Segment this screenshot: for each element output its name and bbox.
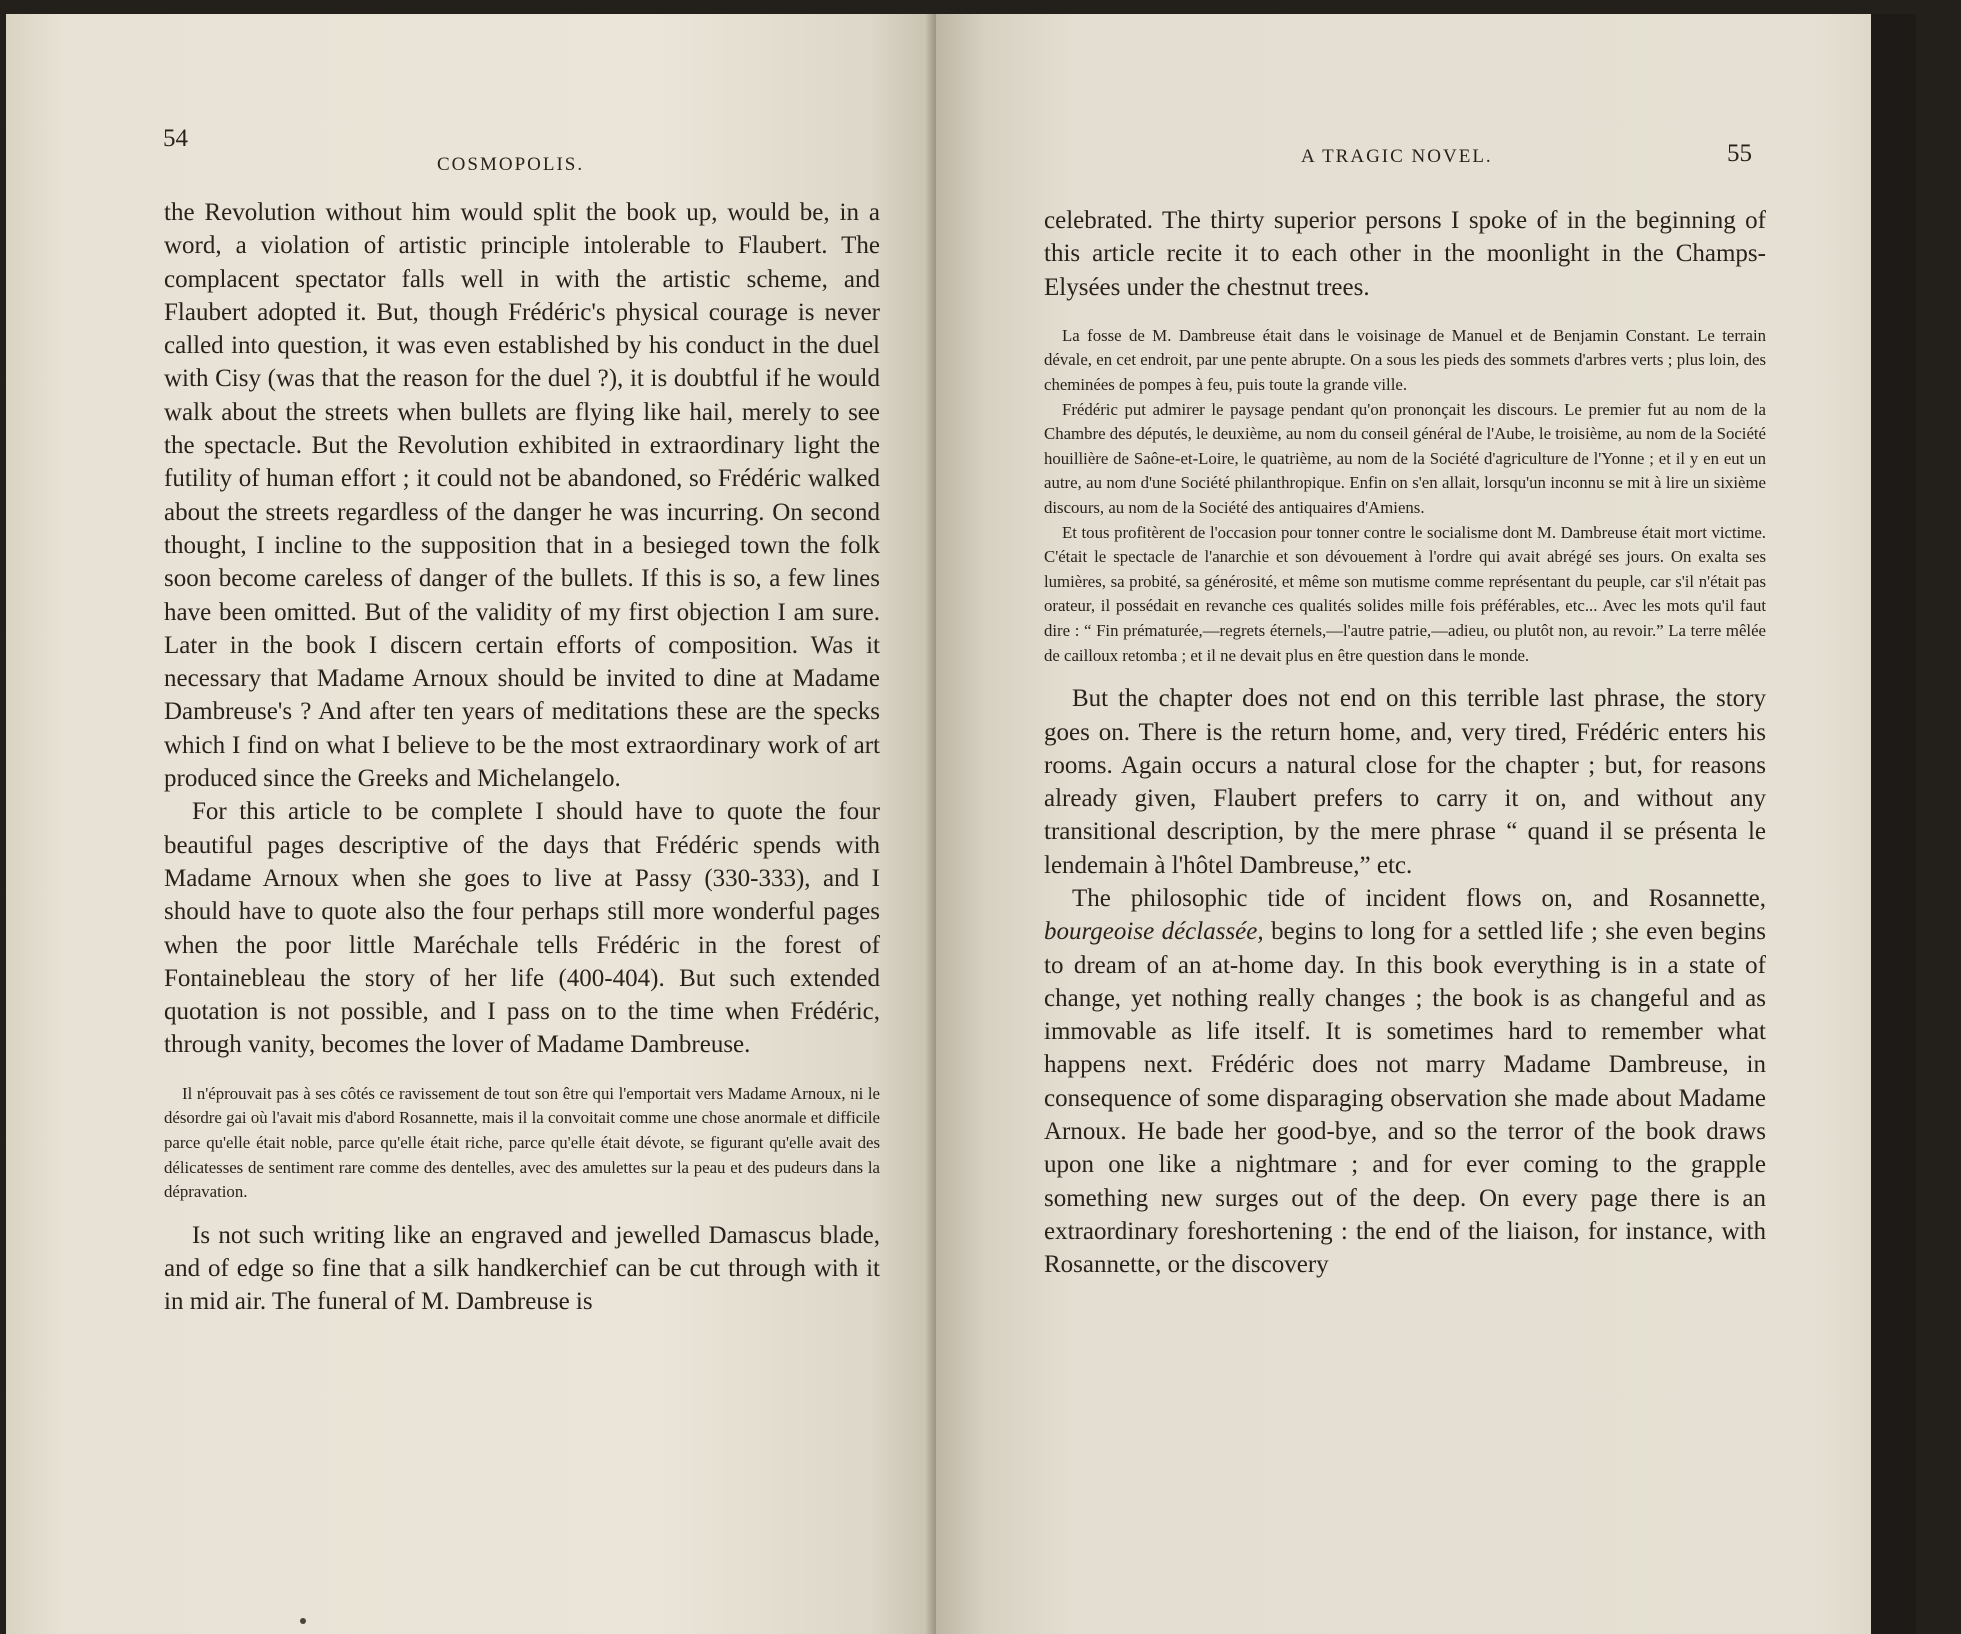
body-paragraph: celebrated. The thirty superior persons I spoke of in the beginning of this article recite it to each other in the moonlight in the Champs-Elysées under the chestnut trees. bbox=[1044, 207, 1766, 301]
block-quote bbox=[164, 1082, 880, 1205]
text-run: The philosophic tide of incident flows on, and Rosannette, bbox=[1072, 884, 1766, 912]
quote-paragraph: Il n'éprouvait pas à ses côtés ce ravissement de tout son être qui l'emportait vers Madame Arnoux, ni le désordre gai où l'avait mis d'abord Rosannette, mais il la convoitait comme une chose anormale et difficile parce qu'elle était noble, parce qu'elle était riche, parce qu'elle était dévote, se figurant qu'elle avait des délicatesses de sentiment rare comme des dentelles, avec des amulettes sur la peau et des pudeurs dans la dépravation. bbox=[164, 1083, 880, 1202]
page-number: 54 bbox=[163, 125, 188, 152]
page-number: 55 bbox=[1727, 140, 1752, 167]
quote-paragraph: Et tous profitèrent de l'occasion pour tonner contre le socialisme dont M. Dambreuse était mort victime. C'était le spectacle de l'anarchie et son dévouement à l'ordre qui avait abrégé ses jours. On exalta ses lumières, sa probité, sa générosité, et même son mutisme comme représentant du peuple, car s'il n'était pas orateur, il possédait en revanche ces qualités solides mille fois préférables, etc... Avec les mots qu'il faut dire : “ Fin prématurée,—regrets éternels,—l'autre patrie,—adieu, ou plutôt non, au revoir.” La terre mêlée de cailloux retomba ; et il ne devait plus en être question dans le monde. bbox=[1044, 522, 1766, 665]
page-body bbox=[164, 196, 880, 1319]
quote-paragraph: Frédéric put admirer le paysage pendant qu'on prononçait les discours. Le premier fut au nom de la Chambre des députés, le deuxième, au nom du conseil général de l'Aube, le troisième, au nom de la Société houillière de Saône-et-Loire, le quatrième, au nom de la Société d'agriculture de l'Yonne ; et il y en eut un autre, au nom d'une Société philanthropique. Enfin on s'en allait, lorsqu'un inconnu se mit à lire un sixième discours, au nom de la Société des antiquaires d'Amiens. bbox=[1044, 399, 1766, 518]
italic-phrase: bourgeoise déclassée, bbox=[1044, 918, 1264, 946]
page-edge bbox=[1871, 14, 1916, 1634]
block-quote bbox=[1044, 324, 1766, 668]
body-paragraph: But the chapter does not end on this terrible last phrase, the story goes on. There is the return home, and, very tired, Frédéric enters his rooms. Again occurs a natural close for the chapter ; but, for reasons already given, Flaubert prefers to carry it on, and without any transitional description, by the mere phrase “ quand il se présenta le lendemain à l'hôtel Dambreuse,” etc. bbox=[1044, 685, 1766, 879]
page-body bbox=[1044, 204, 1766, 1282]
body-paragraph: For this article to be complete I should have to quote the four beautiful pages descriptive of the days that Frédéric spends with Madame Arnoux when she goes to live at Passy (330-333), and I should have to quote also the four perhaps still more wonderful pages when the poor little Maréchale tells Frédéric in the forest of Fontainebleau the story of her life (400-404). But such extended quotation is not possible, and I pass on to the time when Frédéric, through vanity, becomes the lover of Madame Dambreuse. bbox=[164, 798, 880, 1059]
ink-spot bbox=[300, 1618, 306, 1624]
right-page bbox=[936, 14, 1916, 1634]
body-paragraph bbox=[1044, 882, 1766, 1282]
left-page bbox=[6, 14, 936, 1634]
running-head: A TRAGIC NOVEL. bbox=[1301, 146, 1493, 167]
text-run: begins to long for a settled life ; she even begins to dream of an at-home day. In this book everything is in a state of change, yet nothing really changes ; the book is as changeful and as immovable as life itself. It is sometimes hard to remember what happens next. Frédéric does not marry Madame Dambreuse, in consequence of some disparaging observation she made about Madame Arnoux. He bade her good-bye, and so the terror of the book draws upon one like a nightmare ; and for ever coming to the grapple something new surges out of the deep. On every page there is an extraordinary foreshortening : the end of the liaison, for instance, with Rosannette, or the discovery bbox=[1044, 918, 1766, 1279]
quote-paragraph: La fosse de M. Dambreuse était dans le voisinage de Manuel et de Benjamin Constant. Le terrain dévale, en cet endroit, par une pente abrupte. On a sous les pieds des sommets d'arbres verts ; plus loin, des cheminées de pompes à feu, puis toute la grande ville. bbox=[1044, 325, 1766, 395]
running-head: COSMOPOLIS. bbox=[437, 154, 585, 175]
body-paragraph: the Revolution without him would split the book up, would be, in a word, a violation of artistic principle intolerable to Flaubert. The complacent spectator falls well in with the artistic scheme, and Flaubert adopted it. But, though Frédéric's physical courage is never called into question, it was even established by his conduct in the duel with Cisy (was that the reason for the duel ?), it is doubtful if he would walk about the streets when bullets are flying like hail, merely to see the spectacle. But the Revolution exhibited in extraordinary light the futility of human effort ; it could not be abandoned, so Frédéric walked about the streets regardless of the danger he was incurring. On second thought, I incline to the supposition that in a besieged town the folk soon become careless of danger of the bullets. If this is so, a few lines have been omitted. But of the validity of my first objection I am sure. Later in the book I discern certain efforts of composition. Was it necessary that Madame Arnoux should be invited to dine at Madame Dambreuse's ? And after ten years of meditations these are the specks which I find on what I believe to be the most extraordinary work of art produced since the Greeks and Michelangelo. bbox=[164, 199, 880, 793]
body-paragraph: Is not such writing like an engraved and jewelled Damascus blade, and of edge so fine that a silk handkerchief can be cut through with it in mid air. The funeral of M. Dambreuse is bbox=[164, 1221, 880, 1316]
